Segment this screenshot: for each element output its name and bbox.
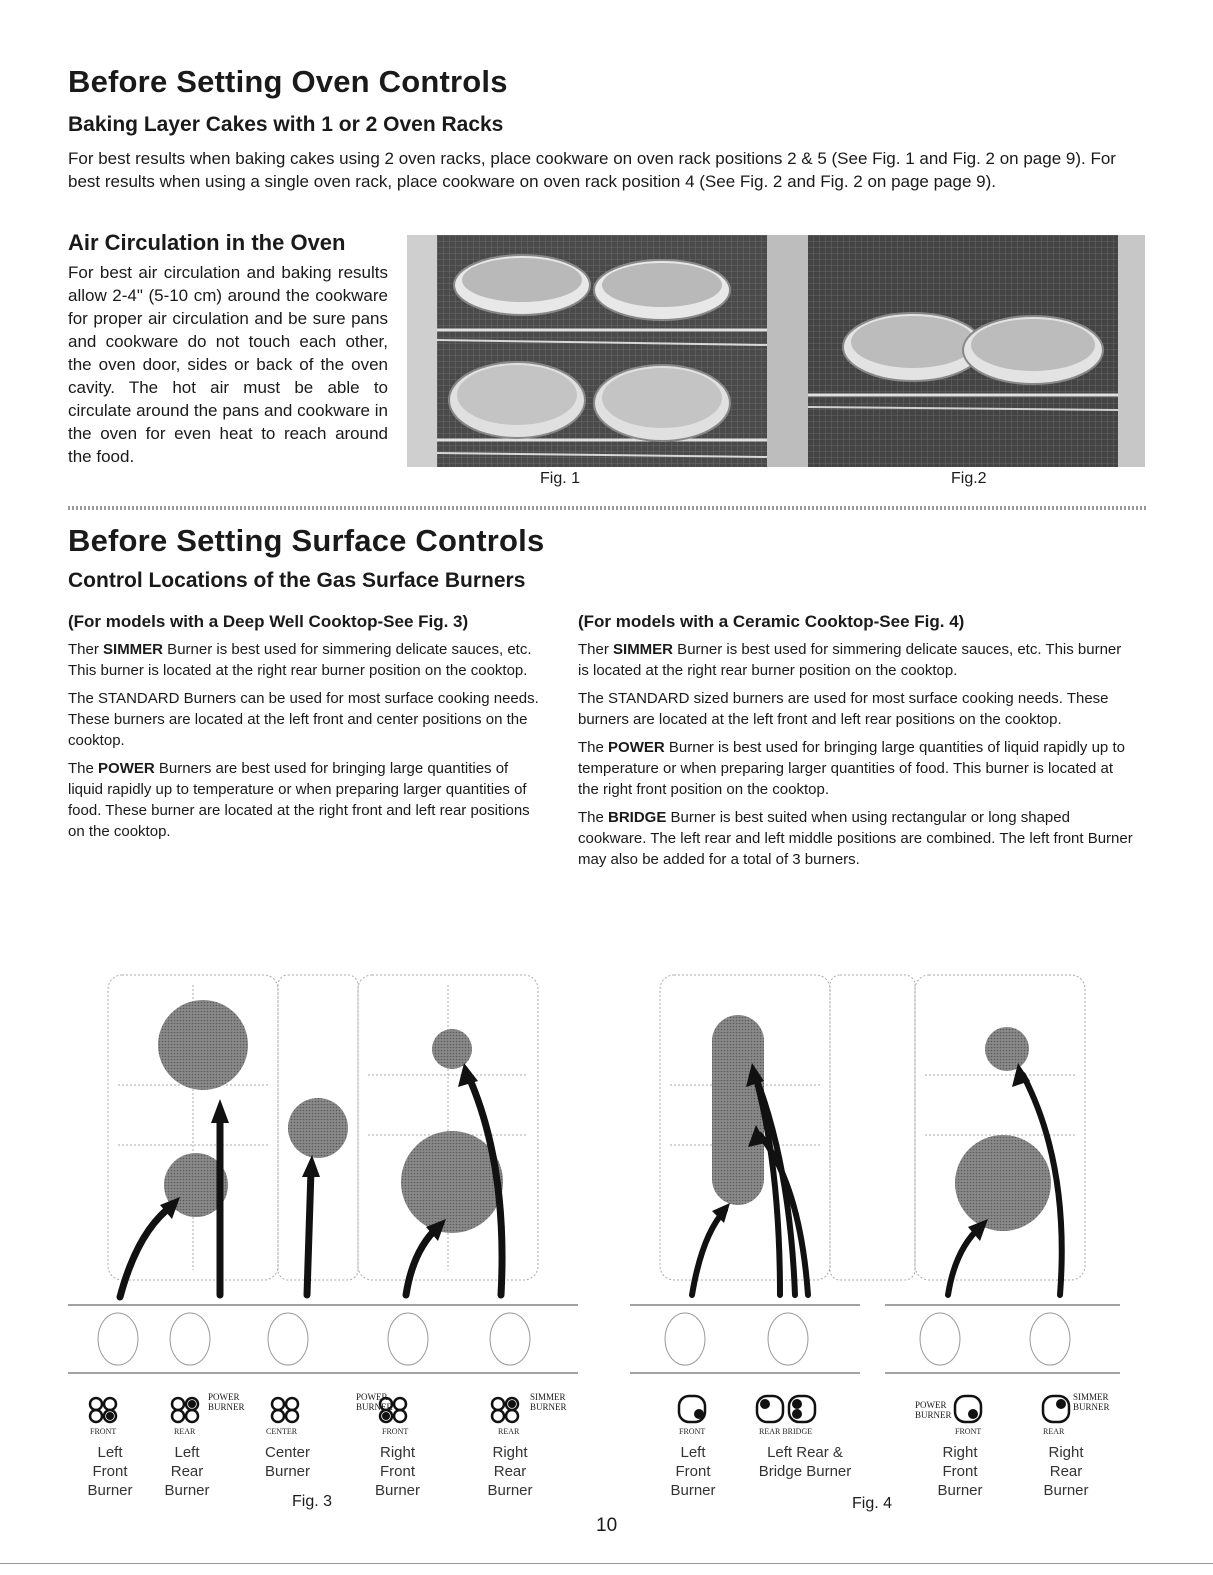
fig4-icon-label-2: REAR BRIDGE [759,1427,813,1436]
baking-layer-text: For best results when baking cakes using 2 oven racks, place cookware on oven rack positions 2 & 5 (See Fig. 1 and Fig. 2 on page 9). For best results when using a single oven rack, place cookware on oven rack position 4 (See Fig. 2 and Fig. 2 on page page 9). [68,149,1116,191]
fig3-label-right-rear: Right Rear Burner [487,1444,533,1499]
fig3-icon-label-5: REAR [498,1427,520,1436]
fig4-ceramic-cooktop-diagram [630,965,1120,1375]
fig4-bridge-burner [712,1015,764,1205]
deepwell-p1-post: Burner is best used for simmering delicate sauces, etc. This burner is located at the right rear burner position on the cooktop. [68,641,532,679]
fig3-knobs [98,1313,530,1365]
surface-section-title: Before Setting Surface Controls [68,523,545,558]
deepwell-p3-post: Burners are best used for bringing large quantities of liquid rapidly up to temperature or when preparing larger quantities of food. These burner are located at the right front and left rear positions on the cooktop. [68,760,530,840]
fig4-caption: Fig. 4 [852,1495,893,1512]
fig2-illustration [783,235,1145,467]
fig4-badge-3: POWER BURNER [915,1400,952,1420]
air-circulation-heading: Air Circulation in the Oven [68,230,346,255]
deepwell-p3-pre: The [68,760,99,777]
fig3-label-left-rear: Left Rear Burner [164,1444,210,1499]
fig4-label-right-front: Right Front Burner [937,1444,983,1499]
fig3-right-rear-burner [432,1029,472,1069]
air-circulation-text: For best air circulation and baking results allow 2-4" (5-10 cm) around the cookware for proper air circulation and be sure pans and cookware do not touch each other, the oven door, sides or back of the oven cavity. The hot air must be able to circulate around the pans and cookware in the oven for even heat to reach around the food. [68,263,388,466]
fig1-oven-two-racks-photo [407,235,797,467]
ceramic-bridge-keyword: BRIDGE [608,809,667,826]
fig1-caption: Fig. 1 [540,470,581,487]
fig4-label-right-rear: Right Rear Burner [1043,1444,1089,1499]
fig4-knob-icons [675,1388,1125,1438]
fig4-icon-label-1: FRONT [679,1427,706,1436]
surface-subtitle: Control Locations of the Gas Surface Burners [68,569,526,592]
fig4-label-left-rear-bridge: Left Rear & Bridge Burner [758,1444,852,1480]
fig2-oven-single-rack-photo [783,235,1145,467]
fig3-icon-label-2: REAR [174,1427,196,1436]
ceramic-bridge-paragraph [578,807,1133,870]
deepwell-standard-paragraph: The STANDARD Burners can be used for most surface cooking needs. These burners are located at the left front and center positions on the cooktop. [68,690,539,749]
fig3-center-burner [288,1098,348,1158]
deepwell-heading: (For models with a Deep Well Cooktop-See Fig. 3) [68,612,469,631]
fig3-icon-label-4: FRONT [382,1427,409,1436]
fig4-right-rear-burner [985,1027,1029,1071]
ceramic-p1-pre: Ther [578,641,614,658]
ceramic-power-paragraph [578,737,1133,800]
fig3-icon-label-3: CENTER [266,1427,298,1436]
ceramic-p1-post: Burner is best used for simmering delicate sauces, etc. This burner is located at the right rear burner position on the cooktop. [578,641,1122,679]
fig3-label-left-front: Left Front Burner [87,1444,133,1499]
fig4-badge-4: SIMMER BURNER [1073,1392,1110,1412]
deepwell-simmer-keyword: SIMMER [103,641,164,658]
fig3-icon-label-1: FRONT [90,1427,117,1436]
fig3-badge-4: POWER BURNER [356,1392,393,1412]
deepwell-p1-pre: Ther [68,641,104,658]
ceramic-p3-post: Burner is best used for bringing large quantities of liquid rapidly up to temperature or when preparing larger quantities of food. This burner is located at the right front position on the cooktop. [578,739,1125,798]
fig3-badge-5: SIMMER BURNER [530,1392,567,1412]
page-bottom-rule [0,1563,1213,1564]
oven-section-title: Before Setting Oven Controls [68,64,508,99]
ceramic-standard-paragraph: The STANDARD sized burners are used for most surface cooking needs. These burners are located at the left front and left rear positions on the cooktop. [578,690,1109,728]
fig4-right-front-burner [955,1135,1051,1231]
fig3-left-rear-burner [158,1000,248,1090]
fig3-badge-2: POWER BURNER [208,1392,245,1412]
fig4-label-left-front: Left Front Burner [670,1444,716,1499]
fig4-icon-label-4: REAR [1043,1427,1065,1436]
ceramic-p4-post: Burner is best suited when using rectangular or long shaped cookware. The left rear and left middle positions are combined. The left front Burner may also be added for a total of 3 burners. [578,809,1133,868]
ceramic-heading: (For models with a Ceramic Cooktop-See Fig. 4) [578,612,965,631]
fig3-label-right-front: Right Front Burner [374,1444,421,1499]
section-divider [68,506,1148,510]
ceramic-simmer-paragraph [578,639,1133,681]
fig3-label-center: Center Burner [264,1444,311,1480]
ceramic-p4-pre: The [578,809,609,826]
deepwell-power-paragraph [68,758,546,842]
ceramic-text [578,639,1133,870]
fig4-icon-label-3: FRONT [955,1427,982,1436]
fig4-knobs [665,1313,1070,1365]
deepwell-power-keyword: POWER [98,760,155,777]
fig2-caption: Fig.2 [951,470,987,487]
fig3-deepwell-cooktop-diagram [68,965,578,1375]
ceramic-p3-pre: The [578,739,609,756]
fig3-knob-icons [86,1388,566,1438]
ceramic-power-keyword: POWER [608,739,665,756]
fig3-caption: Fig. 3 [292,1493,333,1510]
fig1-illustration [407,235,797,467]
deepwell-simmer-paragraph [68,639,546,681]
ceramic-simmer-keyword: SIMMER [613,641,674,658]
page-number: 10 [596,1515,618,1536]
baking-layer-heading: Baking Layer Cakes with 1 or 2 Oven Racks [68,113,504,136]
deepwell-text [68,639,546,842]
